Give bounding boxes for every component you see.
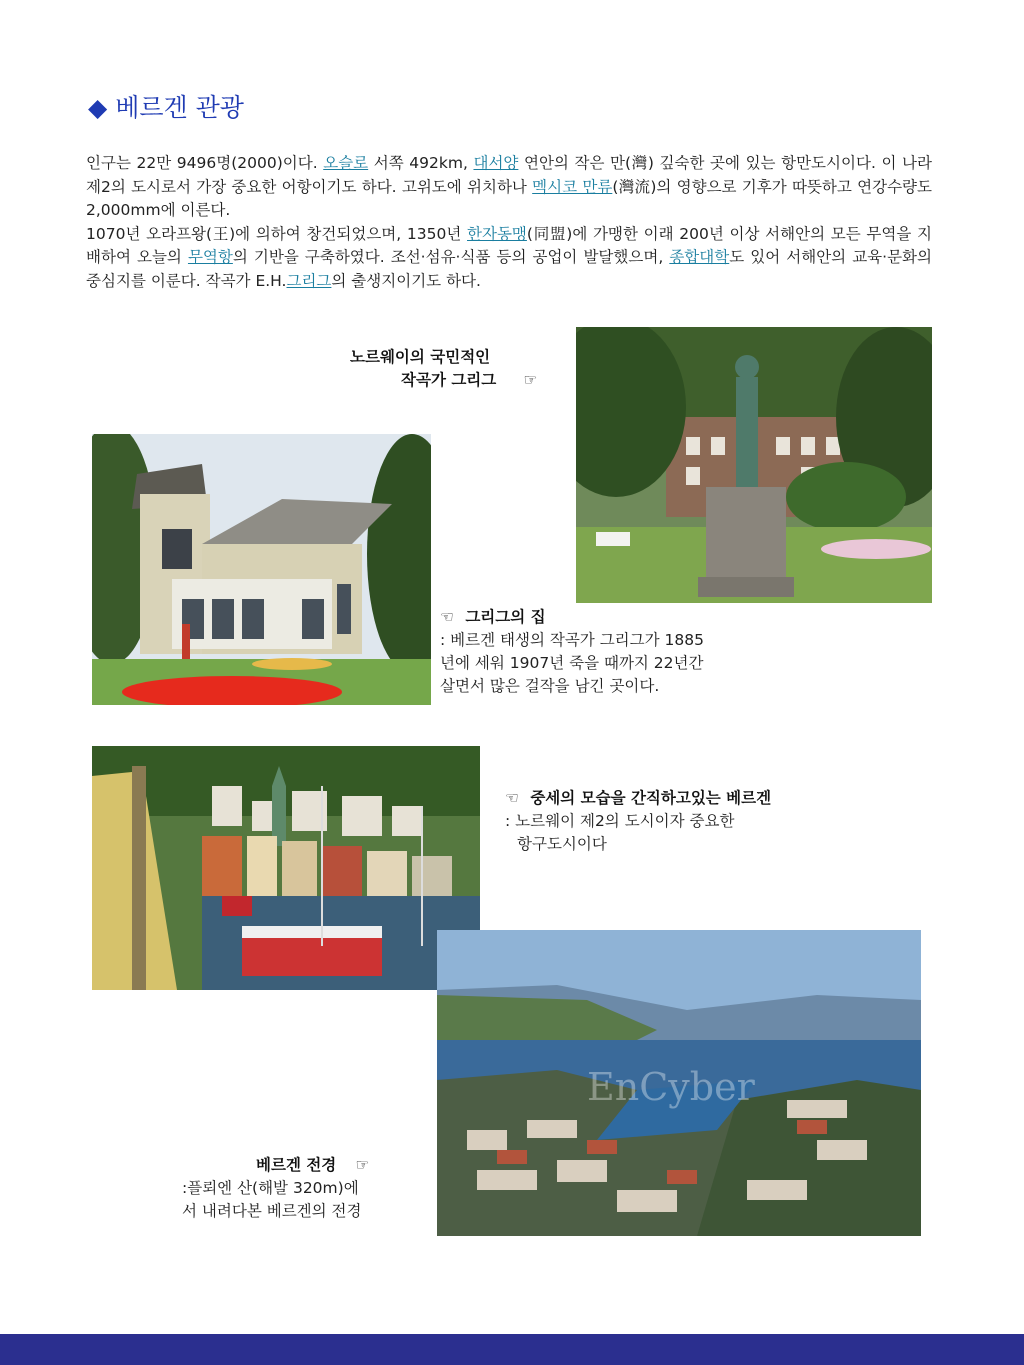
footer-bar xyxy=(0,1334,1024,1365)
intro-link[interactable]: 종합대학 xyxy=(669,248,730,266)
harbor-caption-line1: : 노르웨이 제2의 도시이자 중요한 xyxy=(505,812,735,830)
statue-caption-line1: 노르웨이의 국민적인 xyxy=(350,348,491,366)
intro-text-run: 1070년 오라프왕(王)에 의하여 창건되었으며, 1350년 xyxy=(86,224,468,243)
harbor-caption xyxy=(505,787,771,856)
panorama-caption-title: 베르겐 전경 xyxy=(256,1156,337,1174)
intro-text-run: 의 출생지이기도 하다. xyxy=(331,271,481,290)
panorama-caption-line1: :플뢰엔 산(해발 320m)에 xyxy=(182,1179,359,1197)
bergen-harbor-photo xyxy=(92,746,480,990)
harbor-caption-title: 중세의 모습을 간직하고있는 베르겐 xyxy=(530,789,772,807)
pointing-left-icon: ☜ xyxy=(440,608,454,626)
intro-text-run: 서쪽 492km, xyxy=(368,154,474,172)
pointing-left-icon: ☜ xyxy=(505,789,519,807)
house-caption-line2: 년에 세워 1907년 죽을 때까지 22년간 xyxy=(440,654,704,672)
panorama-caption-line2: 서 내려다본 베르겐의 전경 xyxy=(182,1202,362,1220)
bergen-panorama-photo xyxy=(437,930,921,1236)
intro-text-run: 도 있어 서해안의 교육·문화의 중심지를 이룬다. 작곡가 E.H. xyxy=(86,248,932,290)
intro-link[interactable]: 대서양 xyxy=(473,154,519,172)
intro-text xyxy=(86,152,932,293)
intro-text-run: 인구는 22만 9496명(2000)이다. xyxy=(86,154,324,172)
page-title-text: 베르겐 관광 xyxy=(115,93,244,122)
intro-link[interactable]: 오슬로 xyxy=(323,154,369,172)
diamond-bullet-icon: ◆ xyxy=(88,93,108,122)
house-caption-line3: 살면서 많은 걸작을 남긴 곳이다. xyxy=(440,677,660,695)
intro-text-run: 의 기반을 구축하였다. 조선·섬유·식품 등의 공업이 발달했으며, xyxy=(232,248,670,266)
pointing-right-icon: ☞ xyxy=(355,1156,370,1174)
page-title xyxy=(88,88,244,124)
statue-caption-line2: 작곡가 그리그 xyxy=(401,371,497,389)
grieg-statue-photo xyxy=(576,327,932,603)
grieg-house-photo xyxy=(92,434,431,705)
intro-paragraph-1 xyxy=(86,152,932,223)
intro-paragraph-2 xyxy=(86,223,932,294)
intro-link[interactable]: 무역항 xyxy=(187,248,233,266)
watermark-text: EnCyber xyxy=(587,1065,755,1109)
house-caption-title: 그리그의 집 xyxy=(465,608,546,626)
house-caption xyxy=(440,606,704,698)
intro-link[interactable]: 그리그 xyxy=(286,271,332,290)
intro-text-run: 연안의 작은 만(灣) 깊숙한 곳에 있는 항만도시이다. 이 나라 제2의 도시로서 가장 중요한 어항이기도 하다. 고위도에 위치하나 xyxy=(86,154,932,196)
intro-link[interactable]: 멕시코 만류 xyxy=(532,177,613,196)
intro-text-run: (同盟)에 가맹한 이래 200년 이상 서해안의 모든 무역을 지배하여 오늘의 xyxy=(86,224,932,266)
panorama-caption xyxy=(182,1154,370,1223)
pointing-right-icon: ☞ xyxy=(523,371,538,389)
intro-text-run: (灣流)의 영향으로 기후가 따뜻하고 연강수량도 2,000mm에 이른다. xyxy=(86,177,932,219)
house-caption-line1: : 베르겐 태생의 작곡가 그리그가 1885 xyxy=(440,631,704,649)
statue-caption xyxy=(350,346,538,392)
intro-link[interactable]: 한자동맹 xyxy=(467,224,527,243)
harbor-caption-line2: 항구도시이다 xyxy=(517,835,607,853)
